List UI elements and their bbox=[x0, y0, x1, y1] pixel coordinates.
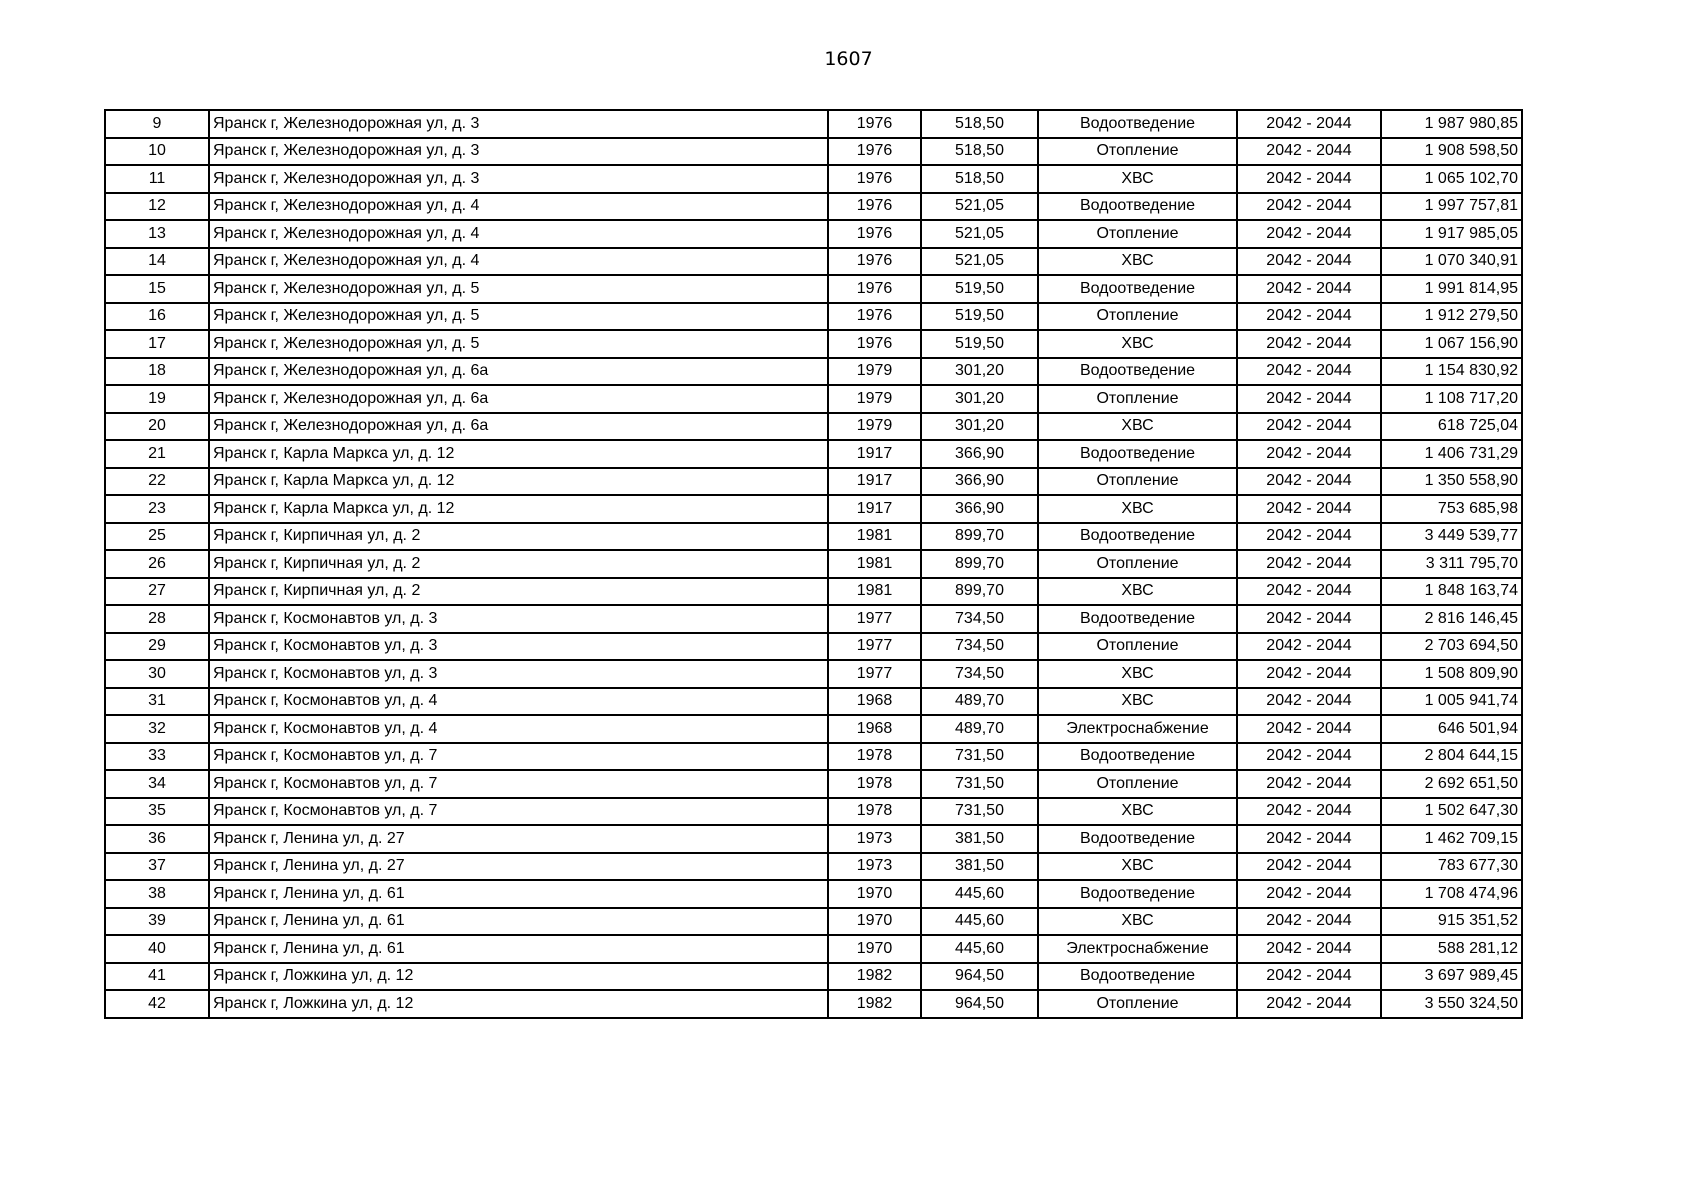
address-cell: Яранск г, Железнодорожная ул, д. 3 bbox=[209, 138, 828, 166]
year-cell: 1976 bbox=[828, 220, 921, 248]
table-row bbox=[105, 385, 1522, 413]
service-cell: Отопление bbox=[1038, 385, 1237, 413]
period-cell: 2042 - 2044 bbox=[1237, 413, 1381, 441]
service-cell: Водоотведение bbox=[1038, 825, 1237, 853]
address-cell: Яранск г, Железнодорожная ул, д. 6а bbox=[209, 385, 828, 413]
cost-cell: 2 816 146,45 bbox=[1381, 605, 1522, 633]
service-cell: Отопление bbox=[1038, 990, 1237, 1018]
year-cell: 1970 bbox=[828, 880, 921, 908]
row-number: 41 bbox=[105, 963, 209, 991]
period-cell: 2042 - 2044 bbox=[1237, 880, 1381, 908]
table-row bbox=[105, 770, 1522, 798]
address-cell: Яранск г, Железнодорожная ул, д. 6а bbox=[209, 358, 828, 386]
address-cell: Яранск г, Железнодорожная ул, д. 4 bbox=[209, 220, 828, 248]
area-cell: 518,50 bbox=[921, 138, 1038, 166]
area-cell: 381,50 bbox=[921, 853, 1038, 881]
year-cell: 1977 bbox=[828, 660, 921, 688]
table-row bbox=[105, 880, 1522, 908]
year-cell: 1976 bbox=[828, 275, 921, 303]
table-row bbox=[105, 330, 1522, 358]
service-cell: ХВС bbox=[1038, 413, 1237, 441]
cost-cell: 1 005 941,74 bbox=[1381, 688, 1522, 716]
address-cell: Яранск г, Космонавтов ул, д. 3 bbox=[209, 605, 828, 633]
period-cell: 2042 - 2044 bbox=[1237, 825, 1381, 853]
address-cell: Яранск г, Железнодорожная ул, д. 6а bbox=[209, 413, 828, 441]
year-cell: 1976 bbox=[828, 110, 921, 138]
cost-cell: 2 703 694,50 bbox=[1381, 633, 1522, 661]
area-cell: 381,50 bbox=[921, 825, 1038, 853]
period-cell: 2042 - 2044 bbox=[1237, 303, 1381, 331]
cost-cell: 753 685,98 bbox=[1381, 495, 1522, 523]
service-cell: Водоотведение bbox=[1038, 358, 1237, 386]
area-cell: 519,50 bbox=[921, 330, 1038, 358]
service-cell: ХВС bbox=[1038, 495, 1237, 523]
row-number: 11 bbox=[105, 165, 209, 193]
year-cell: 1982 bbox=[828, 963, 921, 991]
row-number: 26 bbox=[105, 550, 209, 578]
area-cell: 731,50 bbox=[921, 798, 1038, 826]
period-cell: 2042 - 2044 bbox=[1237, 660, 1381, 688]
row-number: 13 bbox=[105, 220, 209, 248]
year-cell: 1979 bbox=[828, 358, 921, 386]
period-cell: 2042 - 2044 bbox=[1237, 248, 1381, 276]
row-number: 31 bbox=[105, 688, 209, 716]
year-cell: 1976 bbox=[828, 165, 921, 193]
period-cell: 2042 - 2044 bbox=[1237, 908, 1381, 936]
year-cell: 1968 bbox=[828, 688, 921, 716]
table-row bbox=[105, 550, 1522, 578]
row-number: 12 bbox=[105, 193, 209, 221]
year-cell: 1982 bbox=[828, 990, 921, 1018]
cost-cell: 1 154 830,92 bbox=[1381, 358, 1522, 386]
year-cell: 1981 bbox=[828, 578, 921, 606]
address-cell: Яранск г, Ленина ул, д. 61 bbox=[209, 908, 828, 936]
row-number: 21 bbox=[105, 440, 209, 468]
table-row bbox=[105, 825, 1522, 853]
registry-table bbox=[104, 109, 1523, 1019]
service-cell: Электроснабжение bbox=[1038, 935, 1237, 963]
service-cell: Отопление bbox=[1038, 220, 1237, 248]
period-cell: 2042 - 2044 bbox=[1237, 578, 1381, 606]
area-cell: 899,70 bbox=[921, 578, 1038, 606]
year-cell: 1978 bbox=[828, 743, 921, 771]
table-row bbox=[105, 275, 1522, 303]
cost-cell: 1 065 102,70 bbox=[1381, 165, 1522, 193]
row-number: 40 bbox=[105, 935, 209, 963]
row-number: 30 bbox=[105, 660, 209, 688]
service-cell: ХВС bbox=[1038, 248, 1237, 276]
address-cell: Яранск г, Железнодорожная ул, д. 5 bbox=[209, 275, 828, 303]
service-cell: Отопление bbox=[1038, 633, 1237, 661]
period-cell: 2042 - 2044 bbox=[1237, 990, 1381, 1018]
row-number: 9 bbox=[105, 110, 209, 138]
table-row bbox=[105, 495, 1522, 523]
service-cell: Отопление bbox=[1038, 550, 1237, 578]
area-cell: 964,50 bbox=[921, 963, 1038, 991]
service-cell: Водоотведение bbox=[1038, 880, 1237, 908]
row-number: 38 bbox=[105, 880, 209, 908]
period-cell: 2042 - 2044 bbox=[1237, 385, 1381, 413]
cost-cell: 1 462 709,15 bbox=[1381, 825, 1522, 853]
year-cell: 1976 bbox=[828, 303, 921, 331]
row-number: 34 bbox=[105, 770, 209, 798]
year-cell: 1970 bbox=[828, 935, 921, 963]
period-cell: 2042 - 2044 bbox=[1237, 440, 1381, 468]
cost-cell: 1 917 985,05 bbox=[1381, 220, 1522, 248]
cost-cell: 618 725,04 bbox=[1381, 413, 1522, 441]
page-number: 1607 bbox=[824, 48, 873, 70]
area-cell: 301,20 bbox=[921, 413, 1038, 441]
service-cell: Отопление bbox=[1038, 770, 1237, 798]
period-cell: 2042 - 2044 bbox=[1237, 138, 1381, 166]
area-cell: 521,05 bbox=[921, 220, 1038, 248]
period-cell: 2042 - 2044 bbox=[1237, 770, 1381, 798]
cost-cell: 1 067 156,90 bbox=[1381, 330, 1522, 358]
period-cell: 2042 - 2044 bbox=[1237, 550, 1381, 578]
year-cell: 1976 bbox=[828, 193, 921, 221]
cost-cell: 1 997 757,81 bbox=[1381, 193, 1522, 221]
cost-cell: 588 281,12 bbox=[1381, 935, 1522, 963]
row-number: 37 bbox=[105, 853, 209, 881]
area-cell: 518,50 bbox=[921, 165, 1038, 193]
year-cell: 1970 bbox=[828, 908, 921, 936]
year-cell: 1977 bbox=[828, 605, 921, 633]
address-cell: Яранск г, Карла Маркса ул, д. 12 bbox=[209, 440, 828, 468]
period-cell: 2042 - 2044 bbox=[1237, 798, 1381, 826]
cost-cell: 2 804 644,15 bbox=[1381, 743, 1522, 771]
table-row bbox=[105, 358, 1522, 386]
area-cell: 731,50 bbox=[921, 743, 1038, 771]
period-cell: 2042 - 2044 bbox=[1237, 715, 1381, 743]
year-cell: 1977 bbox=[828, 633, 921, 661]
year-cell: 1917 bbox=[828, 468, 921, 496]
area-cell: 964,50 bbox=[921, 990, 1038, 1018]
service-cell: ХВС bbox=[1038, 660, 1237, 688]
address-cell: Яранск г, Кирпичная ул, д. 2 bbox=[209, 523, 828, 551]
table-row bbox=[105, 468, 1522, 496]
row-number: 19 bbox=[105, 385, 209, 413]
table-row bbox=[105, 908, 1522, 936]
table-row bbox=[105, 110, 1522, 138]
registry-rows bbox=[105, 110, 1522, 1018]
address-cell: Яранск г, Карла Маркса ул, д. 12 bbox=[209, 495, 828, 523]
period-cell: 2042 - 2044 bbox=[1237, 688, 1381, 716]
service-cell: Отопление bbox=[1038, 468, 1237, 496]
table-row bbox=[105, 660, 1522, 688]
service-cell: Водоотведение bbox=[1038, 275, 1237, 303]
address-cell: Яранск г, Железнодорожная ул, д. 5 bbox=[209, 330, 828, 358]
period-cell: 2042 - 2044 bbox=[1237, 220, 1381, 248]
address-cell: Яранск г, Железнодорожная ул, д. 3 bbox=[209, 165, 828, 193]
area-cell: 899,70 bbox=[921, 550, 1038, 578]
cost-cell: 1 708 474,96 bbox=[1381, 880, 1522, 908]
address-cell: Яранск г, Космонавтов ул, д. 4 bbox=[209, 715, 828, 743]
year-cell: 1968 bbox=[828, 715, 921, 743]
address-cell: Яранск г, Ленина ул, д. 27 bbox=[209, 825, 828, 853]
table-row bbox=[105, 523, 1522, 551]
year-cell: 1981 bbox=[828, 523, 921, 551]
area-cell: 731,50 bbox=[921, 770, 1038, 798]
service-cell: ХВС bbox=[1038, 798, 1237, 826]
row-number: 36 bbox=[105, 825, 209, 853]
area-cell: 489,70 bbox=[921, 715, 1038, 743]
area-cell: 519,50 bbox=[921, 303, 1038, 331]
period-cell: 2042 - 2044 bbox=[1237, 330, 1381, 358]
cost-cell: 783 677,30 bbox=[1381, 853, 1522, 881]
table-row bbox=[105, 165, 1522, 193]
row-number: 18 bbox=[105, 358, 209, 386]
period-cell: 2042 - 2044 bbox=[1237, 935, 1381, 963]
year-cell: 1976 bbox=[828, 330, 921, 358]
year-cell: 1976 bbox=[828, 248, 921, 276]
row-number: 17 bbox=[105, 330, 209, 358]
row-number: 22 bbox=[105, 468, 209, 496]
table-row bbox=[105, 220, 1522, 248]
table-row bbox=[105, 853, 1522, 881]
service-cell: Отопление bbox=[1038, 138, 1237, 166]
table-row bbox=[105, 578, 1522, 606]
address-cell: Яранск г, Космонавтов ул, д. 7 bbox=[209, 743, 828, 771]
table-row bbox=[105, 605, 1522, 633]
table-row bbox=[105, 633, 1522, 661]
address-cell: Яранск г, Космонавтов ул, д. 3 bbox=[209, 633, 828, 661]
table-row bbox=[105, 990, 1522, 1018]
row-number: 23 bbox=[105, 495, 209, 523]
table-row bbox=[105, 248, 1522, 276]
address-cell: Яранск г, Железнодорожная ул, д. 4 bbox=[209, 193, 828, 221]
address-cell: Яранск г, Ложкина ул, д. 12 bbox=[209, 963, 828, 991]
address-cell: Яранск г, Кирпичная ул, д. 2 bbox=[209, 550, 828, 578]
address-cell: Яранск г, Космонавтов ул, д. 3 bbox=[209, 660, 828, 688]
period-cell: 2042 - 2044 bbox=[1237, 468, 1381, 496]
service-cell: Отопление bbox=[1038, 303, 1237, 331]
table-row bbox=[105, 440, 1522, 468]
period-cell: 2042 - 2044 bbox=[1237, 633, 1381, 661]
area-cell: 521,05 bbox=[921, 248, 1038, 276]
cost-cell: 1 908 598,50 bbox=[1381, 138, 1522, 166]
address-cell: Яранск г, Космонавтов ул, д. 7 bbox=[209, 770, 828, 798]
service-cell: Электроснабжение bbox=[1038, 715, 1237, 743]
year-cell: 1976 bbox=[828, 138, 921, 166]
area-cell: 518,50 bbox=[921, 110, 1038, 138]
row-number: 25 bbox=[105, 523, 209, 551]
area-cell: 519,50 bbox=[921, 275, 1038, 303]
address-cell: Яранск г, Ленина ул, д. 61 bbox=[209, 935, 828, 963]
period-cell: 2042 - 2044 bbox=[1237, 275, 1381, 303]
area-cell: 445,60 bbox=[921, 908, 1038, 936]
area-cell: 489,70 bbox=[921, 688, 1038, 716]
address-cell: Яранск г, Ленина ул, д. 61 bbox=[209, 880, 828, 908]
service-cell: Водоотведение bbox=[1038, 523, 1237, 551]
period-cell: 2042 - 2044 bbox=[1237, 523, 1381, 551]
address-cell: Яранск г, Космонавтов ул, д. 7 bbox=[209, 798, 828, 826]
area-cell: 445,60 bbox=[921, 935, 1038, 963]
table-row bbox=[105, 303, 1522, 331]
row-number: 14 bbox=[105, 248, 209, 276]
period-cell: 2042 - 2044 bbox=[1237, 495, 1381, 523]
area-cell: 734,50 bbox=[921, 605, 1038, 633]
cost-cell: 1 406 731,29 bbox=[1381, 440, 1522, 468]
address-cell: Яранск г, Карла Маркса ул, д. 12 bbox=[209, 468, 828, 496]
year-cell: 1979 bbox=[828, 413, 921, 441]
year-cell: 1973 bbox=[828, 853, 921, 881]
cost-cell: 1 912 279,50 bbox=[1381, 303, 1522, 331]
year-cell: 1981 bbox=[828, 550, 921, 578]
cost-cell: 3 550 324,50 bbox=[1381, 990, 1522, 1018]
table-row bbox=[105, 798, 1522, 826]
table-row bbox=[105, 138, 1522, 166]
period-cell: 2042 - 2044 bbox=[1237, 605, 1381, 633]
table-row bbox=[105, 413, 1522, 441]
address-cell: Яранск г, Ленина ул, д. 27 bbox=[209, 853, 828, 881]
address-cell: Яранск г, Космонавтов ул, д. 4 bbox=[209, 688, 828, 716]
area-cell: 301,20 bbox=[921, 385, 1038, 413]
cost-cell: 1 070 340,91 bbox=[1381, 248, 1522, 276]
period-cell: 2042 - 2044 bbox=[1237, 193, 1381, 221]
row-number: 20 bbox=[105, 413, 209, 441]
row-number: 35 bbox=[105, 798, 209, 826]
cost-cell: 3 697 989,45 bbox=[1381, 963, 1522, 991]
cost-cell: 1 508 809,90 bbox=[1381, 660, 1522, 688]
area-cell: 734,50 bbox=[921, 633, 1038, 661]
period-cell: 2042 - 2044 bbox=[1237, 358, 1381, 386]
table-row bbox=[105, 743, 1522, 771]
table-row bbox=[105, 688, 1522, 716]
cost-cell: 646 501,94 bbox=[1381, 715, 1522, 743]
service-cell: ХВС bbox=[1038, 578, 1237, 606]
row-number: 10 bbox=[105, 138, 209, 166]
area-cell: 445,60 bbox=[921, 880, 1038, 908]
cost-cell: 1 991 814,95 bbox=[1381, 275, 1522, 303]
table-row bbox=[105, 193, 1522, 221]
row-number: 15 bbox=[105, 275, 209, 303]
service-cell: ХВС bbox=[1038, 688, 1237, 716]
year-cell: 1917 bbox=[828, 440, 921, 468]
year-cell: 1979 bbox=[828, 385, 921, 413]
service-cell: Водоотведение bbox=[1038, 605, 1237, 633]
cost-cell: 1 848 163,74 bbox=[1381, 578, 1522, 606]
table-row bbox=[105, 963, 1522, 991]
period-cell: 2042 - 2044 bbox=[1237, 963, 1381, 991]
period-cell: 2042 - 2044 bbox=[1237, 165, 1381, 193]
cost-cell: 1 108 717,20 bbox=[1381, 385, 1522, 413]
period-cell: 2042 - 2044 bbox=[1237, 853, 1381, 881]
area-cell: 366,90 bbox=[921, 495, 1038, 523]
year-cell: 1917 bbox=[828, 495, 921, 523]
row-number: 33 bbox=[105, 743, 209, 771]
address-cell: Яранск г, Железнодорожная ул, д. 4 bbox=[209, 248, 828, 276]
area-cell: 366,90 bbox=[921, 440, 1038, 468]
service-cell: ХВС bbox=[1038, 165, 1237, 193]
service-cell: ХВС bbox=[1038, 853, 1237, 881]
cost-cell: 1 502 647,30 bbox=[1381, 798, 1522, 826]
area-cell: 899,70 bbox=[921, 523, 1038, 551]
cost-cell: 915 351,52 bbox=[1381, 908, 1522, 936]
service-cell: Водоотведение bbox=[1038, 110, 1237, 138]
cost-cell: 1 987 980,85 bbox=[1381, 110, 1522, 138]
year-cell: 1978 bbox=[828, 798, 921, 826]
service-cell: Водоотведение bbox=[1038, 963, 1237, 991]
address-cell: Яранск г, Кирпичная ул, д. 2 bbox=[209, 578, 828, 606]
year-cell: 1973 bbox=[828, 825, 921, 853]
cost-cell: 3 449 539,77 bbox=[1381, 523, 1522, 551]
area-cell: 366,90 bbox=[921, 468, 1038, 496]
period-cell: 2042 - 2044 bbox=[1237, 743, 1381, 771]
row-number: 32 bbox=[105, 715, 209, 743]
row-number: 39 bbox=[105, 908, 209, 936]
row-number: 42 bbox=[105, 990, 209, 1018]
address-cell: Яранск г, Ложкина ул, д. 12 bbox=[209, 990, 828, 1018]
address-cell: Яранск г, Железнодорожная ул, д. 5 bbox=[209, 303, 828, 331]
year-cell: 1978 bbox=[828, 770, 921, 798]
area-cell: 521,05 bbox=[921, 193, 1038, 221]
period-cell: 2042 - 2044 bbox=[1237, 110, 1381, 138]
table-row bbox=[105, 935, 1522, 963]
area-cell: 734,50 bbox=[921, 660, 1038, 688]
service-cell: Водоотведение bbox=[1038, 440, 1237, 468]
cost-cell: 3 311 795,70 bbox=[1381, 550, 1522, 578]
row-number: 29 bbox=[105, 633, 209, 661]
service-cell: ХВС bbox=[1038, 330, 1237, 358]
row-number: 16 bbox=[105, 303, 209, 331]
cost-cell: 2 692 651,50 bbox=[1381, 770, 1522, 798]
service-cell: ХВС bbox=[1038, 908, 1237, 936]
row-number: 27 bbox=[105, 578, 209, 606]
area-cell: 301,20 bbox=[921, 358, 1038, 386]
cost-cell: 1 350 558,90 bbox=[1381, 468, 1522, 496]
service-cell: Водоотведение bbox=[1038, 743, 1237, 771]
row-number: 28 bbox=[105, 605, 209, 633]
table-row bbox=[105, 715, 1522, 743]
service-cell: Водоотведение bbox=[1038, 193, 1237, 221]
address-cell: Яранск г, Железнодорожная ул, д. 3 bbox=[209, 110, 828, 138]
